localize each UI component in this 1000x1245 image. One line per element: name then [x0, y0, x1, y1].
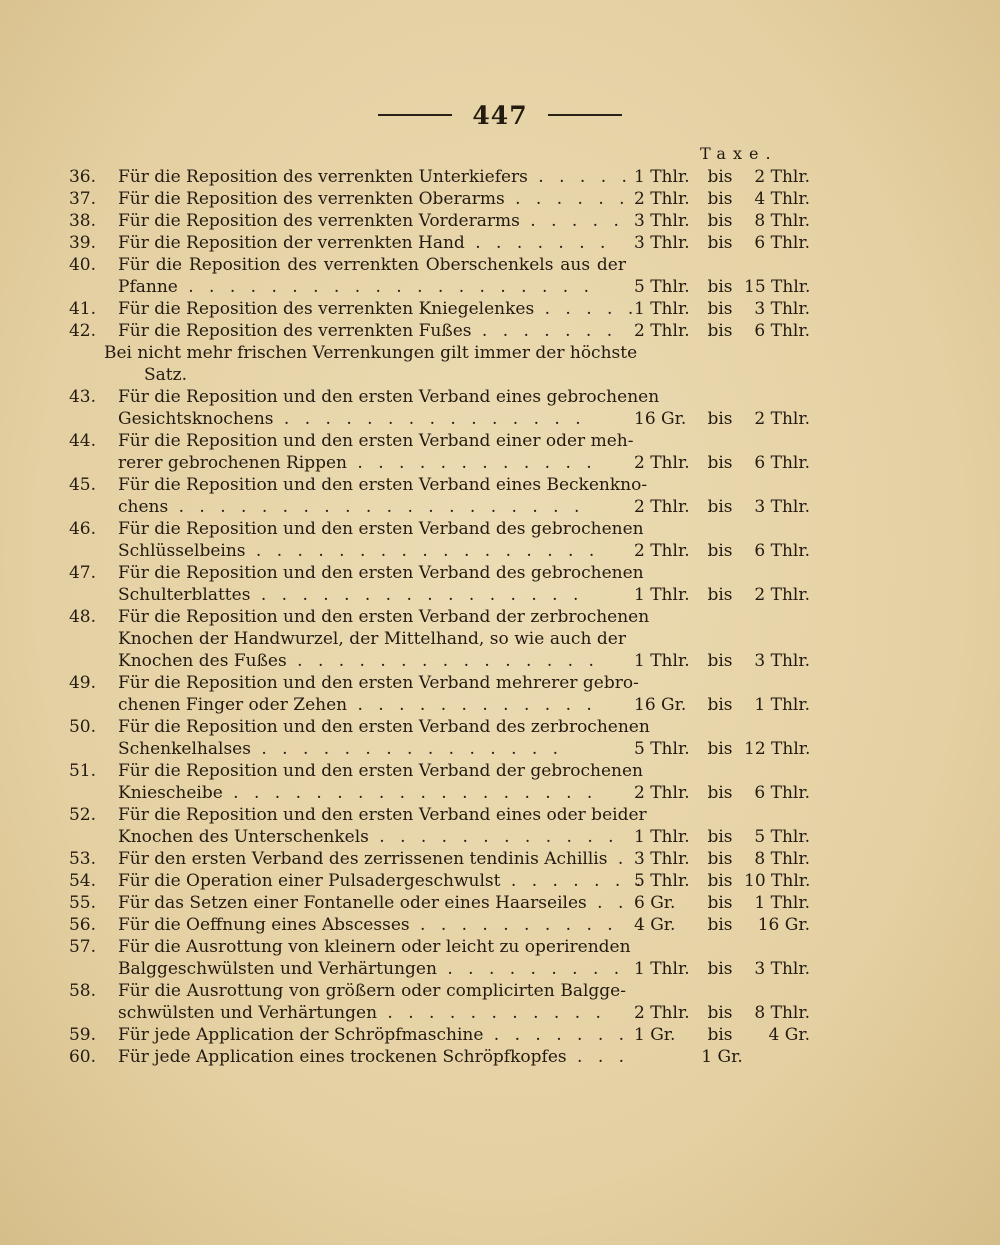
- fee-min: 2 Thlr.: [634, 189, 690, 209]
- fee-max: 6 Thlr.: [754, 321, 810, 341]
- leader-dots: . . . . . . . . . . . . . . . . . . . .: [168, 497, 585, 517]
- fee-max: 5 Thlr.: [754, 827, 810, 847]
- entry-number: 56.: [68, 915, 96, 935]
- fee-max: 3 Thlr.: [754, 299, 810, 319]
- entry-description: Für die Reposition des verrenkten Fußes: [118, 321, 472, 341]
- schedule-line: [0, 958, 1000, 980]
- entry-number: 59.: [68, 1025, 96, 1045]
- leader-dots: . . . . . . . . . . .: [377, 1003, 606, 1023]
- fee-column-heading: Taxe.: [700, 144, 778, 163]
- entry-number: 53.: [68, 849, 96, 869]
- schedule-line: [0, 914, 1000, 936]
- entry-number: 43.: [68, 387, 96, 407]
- fee-separator: bis: [707, 651, 733, 671]
- fee-separator: bis: [707, 585, 733, 605]
- leader-dots: . . . . . . . . . . . . . . . . . .: [222, 783, 598, 803]
- entry-text: [118, 760, 643, 782]
- leader-dots: . . . . . . . . . . . . . . . .: [250, 585, 584, 605]
- fee-min: 16 Gr.: [634, 409, 687, 429]
- entry-description: Für die Reposition und den ersten Verband eines Beckenkno-: [118, 475, 648, 495]
- entry-description: Für die Reposition des verrenkten Oberarms: [118, 189, 505, 209]
- fee-min: 1 Thlr.: [634, 299, 690, 319]
- leader-dots: . . . . . . .: [471, 321, 618, 341]
- schedule-line: [0, 760, 1000, 782]
- fee-min: 3 Thlr.: [634, 211, 690, 231]
- fee-range: [634, 650, 810, 672]
- schedule-line: [0, 562, 1000, 584]
- entry-number: 38.: [68, 211, 96, 231]
- schedule-line: [0, 408, 1000, 430]
- entry-number: 51.: [68, 761, 96, 781]
- entry-text: [118, 298, 639, 320]
- fee-range: [634, 914, 810, 936]
- entry-text: [118, 1002, 626, 1024]
- entry-description: Für die Ausrottung von kleinern oder leicht zu operirenden: [118, 937, 631, 957]
- fee-range: [634, 320, 810, 342]
- schedule-line: [0, 694, 1000, 716]
- fee-max: 8 Thlr.: [754, 211, 810, 231]
- fee-max: 6 Thlr.: [754, 453, 810, 473]
- schedule-line: [0, 980, 1000, 1002]
- entry-number: 57.: [68, 937, 96, 957]
- entry-number: 55.: [68, 893, 96, 913]
- fee-separator: bis: [707, 409, 733, 429]
- entry-description: Für den ersten Verband des zerrissenen tendinis Achillis: [118, 849, 608, 869]
- fee-max: 10 Thlr.: [744, 871, 811, 891]
- entry-text: [118, 628, 626, 650]
- fee-max: 4 Gr.: [768, 1025, 810, 1045]
- schedule-line: [0, 452, 1000, 474]
- entry-number: 36.: [68, 167, 96, 187]
- leader-dots: . . . . .: [534, 299, 639, 319]
- entry-number: 48.: [68, 607, 96, 627]
- entry-text: [118, 584, 626, 606]
- fee-range: [634, 408, 810, 430]
- fee-separator: bis: [707, 783, 733, 803]
- entry-description: Balggeschwülsten und Verhärtungen: [118, 959, 437, 979]
- entry-text: [118, 738, 626, 760]
- fee-range: [634, 958, 810, 980]
- leader-dots: . . . . .: [519, 211, 624, 231]
- entry-text: [118, 804, 647, 826]
- fee-separator: bis: [707, 321, 733, 341]
- entry-text: [118, 166, 632, 188]
- entry-number: 46.: [68, 519, 96, 539]
- fee-min: 2 Thlr.: [634, 783, 690, 803]
- entry-text: [118, 276, 626, 298]
- leader-dots: . . . . . . . . . . . . . . . . . . . .: [177, 277, 594, 297]
- schedule-line: [0, 364, 1000, 386]
- entry-number: 39.: [68, 233, 96, 253]
- fee-schedule-list: [0, 166, 1000, 1068]
- schedule-line: [0, 254, 1000, 276]
- leader-dots: .: [607, 849, 629, 869]
- schedule-line: [0, 584, 1000, 606]
- fee-range: [634, 540, 810, 562]
- fee-max: 12 Thlr.: [744, 739, 811, 759]
- schedule-line: [0, 518, 1000, 540]
- schedule-line: [0, 540, 1000, 562]
- fee-min: 5 Thlr.: [634, 739, 690, 759]
- leader-dots: . . . . . . . . .: [436, 959, 625, 979]
- schedule-line: [0, 1002, 1000, 1024]
- entry-description: Knochen der Handwurzel, der Mittelhand, so wie auch der: [118, 629, 626, 649]
- entry-text: [118, 892, 629, 914]
- entry-description: Für jede Application eines trockenen Schröpfkopfes: [118, 1047, 567, 1067]
- fee-max: 1 Thlr.: [754, 695, 810, 715]
- fee-range: [634, 276, 810, 298]
- header-rule-right: [548, 114, 622, 116]
- fee-max: 2 Thlr.: [754, 167, 810, 187]
- schedule-line: [0, 298, 1000, 320]
- fee-separator: bis: [707, 827, 733, 847]
- entry-text: [118, 848, 629, 870]
- entry-text: [118, 650, 626, 672]
- fee-max: 3 Thlr.: [754, 497, 810, 517]
- fee-range: [634, 1046, 810, 1068]
- fee-range: [634, 870, 810, 892]
- fee-range: [634, 848, 810, 870]
- fee-min: 1 Thlr.: [634, 167, 690, 187]
- entry-text: [118, 540, 626, 562]
- fee-range: [634, 892, 810, 914]
- fee-min: 5 Thlr.: [634, 871, 690, 891]
- entry-text: [118, 430, 634, 452]
- schedule-line: [0, 496, 1000, 518]
- entry-description: Für jede Application der Schröpfmaschine: [118, 1025, 484, 1045]
- leader-dots: . . . . . .: [504, 189, 630, 209]
- fee-min: 1 Thlr.: [634, 585, 690, 605]
- fee-separator: bis: [707, 1003, 733, 1023]
- leader-dots: . . . . .: [527, 167, 632, 187]
- entry-text: [118, 980, 626, 1002]
- fee-min: 2 Thlr.: [634, 541, 690, 561]
- entry-text: [118, 188, 630, 210]
- leader-dots: . . . . . . . . . . . . . . .: [273, 409, 586, 429]
- schedule-line: [0, 210, 1000, 232]
- schedule-line: [0, 826, 1000, 848]
- entry-text: [118, 496, 626, 518]
- fee-min: 6 Gr.: [634, 893, 676, 913]
- schedule-line: [0, 892, 1000, 914]
- fee-min: 2 Thlr.: [634, 453, 690, 473]
- fee-separator: bis: [707, 233, 733, 253]
- schedule-line: [0, 628, 1000, 650]
- schedule-line: [0, 276, 1000, 298]
- entry-description: Für die Reposition des verrenkten Unterkiefers: [118, 167, 528, 187]
- entry-description: Knochen des Unterschenkels: [118, 827, 369, 847]
- fee-max: 2 Thlr.: [754, 409, 810, 429]
- entry-description: Für die Reposition und den ersten Verband mehrerer gebro-: [118, 673, 639, 693]
- fee-range: [634, 782, 810, 804]
- fee-max: 8 Thlr.: [754, 849, 810, 869]
- schedule-line: [0, 650, 1000, 672]
- entry-description: Schenkelhalses: [118, 739, 251, 759]
- fee-separator: bis: [707, 739, 733, 759]
- fee-separator: bis: [707, 541, 733, 561]
- fee-min: 2 Thlr.: [634, 497, 690, 517]
- schedule-line: [0, 936, 1000, 958]
- fee-separator: bis: [707, 871, 733, 891]
- entry-description: chens: [118, 497, 169, 517]
- entry-text: [118, 1046, 630, 1068]
- leader-dots: . . . . . . . . . . . . . . . . .: [245, 541, 600, 561]
- entry-number: 44.: [68, 431, 96, 451]
- fee-amount: 1 Gr.: [701, 1047, 743, 1067]
- leader-dots: . . . . . . . . . . . .: [347, 695, 597, 715]
- entry-description: schwülsten und Verhärtungen: [118, 1003, 378, 1023]
- schedule-line: [0, 342, 1000, 364]
- entry-text: [118, 826, 626, 848]
- entry-text: [118, 958, 626, 980]
- entry-number: 60.: [68, 1047, 96, 1067]
- entry-description: Bei nicht mehr frischen Verrenkungen gilt immer der höchste: [104, 343, 638, 363]
- entry-number: 52.: [68, 805, 96, 825]
- leader-dots: . . . . . . . . . . . . . . .: [250, 739, 564, 759]
- fee-min: 4 Gr.: [634, 915, 676, 935]
- fee-separator: bis: [707, 695, 733, 715]
- fee-separator: bis: [707, 453, 733, 473]
- schedule-line: [0, 166, 1000, 188]
- leader-dots: . . . . . . . . . . . .: [368, 827, 619, 847]
- entry-text: [118, 914, 626, 936]
- fee-range: [634, 232, 810, 254]
- fee-min: 1 Thlr.: [634, 959, 690, 979]
- entry-number: 45.: [68, 475, 96, 495]
- fee-min: 5 Thlr.: [634, 277, 690, 297]
- entry-text: [118, 672, 639, 694]
- leader-dots: . . . . . . .: [483, 1025, 630, 1045]
- entry-description: Für das Setzen einer Fontanelle oder eines Haarseiles: [118, 893, 587, 913]
- entry-text: [118, 936, 631, 958]
- entry-number: 37.: [68, 189, 96, 209]
- fee-separator: bis: [707, 1025, 733, 1045]
- fee-range: [634, 496, 810, 518]
- entry-description: Für die Reposition und den ersten Verband einer oder meh-: [118, 431, 634, 451]
- entry-description: Für die Reposition und den ersten Verband eines oder beider: [118, 805, 647, 825]
- fee-max: 4 Thlr.: [754, 189, 810, 209]
- fee-max: 3 Thlr.: [754, 959, 810, 979]
- entry-description: Für die Reposition und den ersten Verband des gebrochenen: [118, 563, 644, 583]
- page-number: 447: [472, 100, 528, 130]
- schedule-line: [0, 232, 1000, 254]
- fee-min: 2 Thlr.: [634, 1003, 690, 1023]
- entry-description: Für die Reposition des verrenkten Oberschenkels aus der: [118, 255, 626, 275]
- schedule-line: [0, 320, 1000, 342]
- entry-number: 47.: [68, 563, 96, 583]
- entry-description: Kniescheibe: [118, 783, 223, 803]
- fee-separator: bis: [707, 849, 733, 869]
- entry-description: Satz.: [144, 365, 187, 385]
- entry-text: [118, 694, 626, 716]
- entry-text: [118, 408, 626, 430]
- fee-separator: bis: [707, 211, 733, 231]
- entry-description: Für die Reposition und den ersten Verband der zerbrochenen: [118, 607, 650, 627]
- entry-description: chenen Finger oder Zehen: [118, 695, 348, 715]
- entry-text: [118, 518, 644, 540]
- fee-min: 1 Thlr.: [634, 651, 690, 671]
- entry-description: Für die Reposition und den ersten Verband des zerbrochenen: [118, 717, 650, 737]
- fee-min: 1 Thlr.: [634, 827, 690, 847]
- fee-separator: bis: [707, 167, 733, 187]
- schedule-line: [0, 716, 1000, 738]
- schedule-line: [0, 870, 1000, 892]
- fee-separator: bis: [707, 893, 733, 913]
- fee-range: [634, 694, 810, 716]
- header-rule-left: [378, 114, 452, 116]
- fee-separator: bis: [707, 959, 733, 979]
- entry-text: [118, 606, 650, 628]
- entry-description: rerer gebrochenen Rippen: [118, 453, 347, 473]
- fee-range: [634, 452, 810, 474]
- entry-text: [118, 1024, 630, 1046]
- fee-max: 3 Thlr.: [754, 651, 810, 671]
- leader-dots: . . . . . . .: [500, 871, 647, 891]
- schedule-line: [0, 782, 1000, 804]
- fee-range: [634, 1002, 810, 1024]
- fee-max: 6 Thlr.: [754, 541, 810, 561]
- fee-separator: bis: [707, 189, 733, 209]
- entry-text: [118, 782, 626, 804]
- entry-description: Pfanne: [118, 277, 178, 297]
- entry-description: Schlüsselbeins: [118, 541, 246, 561]
- schedule-line: [0, 474, 1000, 496]
- fee-range: [634, 210, 810, 232]
- entry-text: [118, 320, 626, 342]
- entry-text: [118, 870, 647, 892]
- fee-range: [634, 166, 810, 188]
- leader-dots: . . . . . . . . . .: [409, 915, 618, 935]
- entry-description: Für die Ausrottung von größern oder complicirten Balgge-: [118, 981, 626, 1001]
- entry-number: 41.: [68, 299, 96, 319]
- schedule-line: [0, 672, 1000, 694]
- entry-text: [118, 474, 648, 496]
- fee-max: 1 Thlr.: [754, 893, 810, 913]
- fee-max: 16 Gr.: [757, 915, 810, 935]
- entry-description: Knochen des Fußes: [118, 651, 287, 671]
- entry-description: Für die Oeffnung eines Abscesses: [118, 915, 410, 935]
- fee-min: 16 Gr.: [634, 695, 687, 715]
- entry-number: 49.: [68, 673, 96, 693]
- entry-text: [118, 210, 626, 232]
- entry-text: [144, 364, 652, 386]
- entry-number: 58.: [68, 981, 96, 1001]
- entry-text: [118, 232, 626, 254]
- schedule-line: [0, 1046, 1000, 1068]
- fee-range: [634, 188, 810, 210]
- fee-min: 2 Thlr.: [634, 321, 690, 341]
- fee-max: 2 Thlr.: [754, 585, 810, 605]
- entry-description: Für die Reposition und den ersten Verband eines gebrochenen: [118, 387, 660, 407]
- schedule-line: [0, 738, 1000, 760]
- fee-max: 8 Thlr.: [754, 1003, 810, 1023]
- leader-dots: . . . . . . . . . . . .: [347, 453, 597, 473]
- schedule-line: [0, 848, 1000, 870]
- entry-text: [118, 452, 626, 474]
- entry-description: Für die Reposition und den ersten Verband des gebrochenen: [118, 519, 644, 539]
- fee-separator: bis: [707, 497, 733, 517]
- entry-text: [118, 562, 644, 584]
- entry-text: [118, 716, 650, 738]
- entry-description: Für die Reposition der verrenkten Hand: [118, 233, 465, 253]
- entry-description: Für die Reposition des verrenkten Vorderarms: [118, 211, 520, 231]
- entry-text: [118, 254, 626, 276]
- entry-text: [118, 386, 660, 408]
- entry-description: Für die Reposition des verrenkten Kniegelenkes: [118, 299, 535, 319]
- fee-min: 3 Thlr.: [634, 233, 690, 253]
- entry-number: 54.: [68, 871, 96, 891]
- schedule-line: [0, 804, 1000, 826]
- fee-range: [634, 826, 810, 848]
- fee-separator: bis: [707, 277, 733, 297]
- entry-text: [104, 342, 638, 364]
- entry-number: 50.: [68, 717, 96, 737]
- entry-description: Für die Reposition und den ersten Verband der gebrochenen: [118, 761, 643, 781]
- schedule-line: [0, 606, 1000, 628]
- schedule-line: [0, 386, 1000, 408]
- fee-max: 6 Thlr.: [754, 783, 810, 803]
- fee-range: [634, 584, 810, 606]
- fee-min: 3 Thlr.: [634, 849, 690, 869]
- leader-dots: . . . . . . .: [464, 233, 611, 253]
- fee-separator: bis: [707, 915, 733, 935]
- entry-description: Für die Operation einer Pulsadergeschwulst: [118, 871, 501, 891]
- fee-separator: bis: [707, 299, 733, 319]
- schedule-line: [0, 430, 1000, 452]
- entry-number: 42.: [68, 321, 96, 341]
- fee-min: 1 Gr.: [634, 1025, 676, 1045]
- schedule-line: [0, 1024, 1000, 1046]
- page-header: [0, 98, 1000, 132]
- fee-range: [634, 298, 810, 320]
- leader-dots: . .: [586, 893, 629, 913]
- entry-description: Gesichtsknochens: [118, 409, 274, 429]
- fee-range: [634, 1024, 810, 1046]
- entry-number: 40.: [68, 255, 96, 275]
- leader-dots: . . . . . . . . . . . . . . .: [286, 651, 599, 671]
- fee-range: [634, 738, 810, 760]
- fee-max: 15 Thlr.: [744, 277, 811, 297]
- schedule-line: [0, 188, 1000, 210]
- fee-max: 6 Thlr.: [754, 233, 810, 253]
- entry-description: Schulterblattes: [118, 585, 251, 605]
- leader-dots: . . .: [566, 1047, 630, 1067]
